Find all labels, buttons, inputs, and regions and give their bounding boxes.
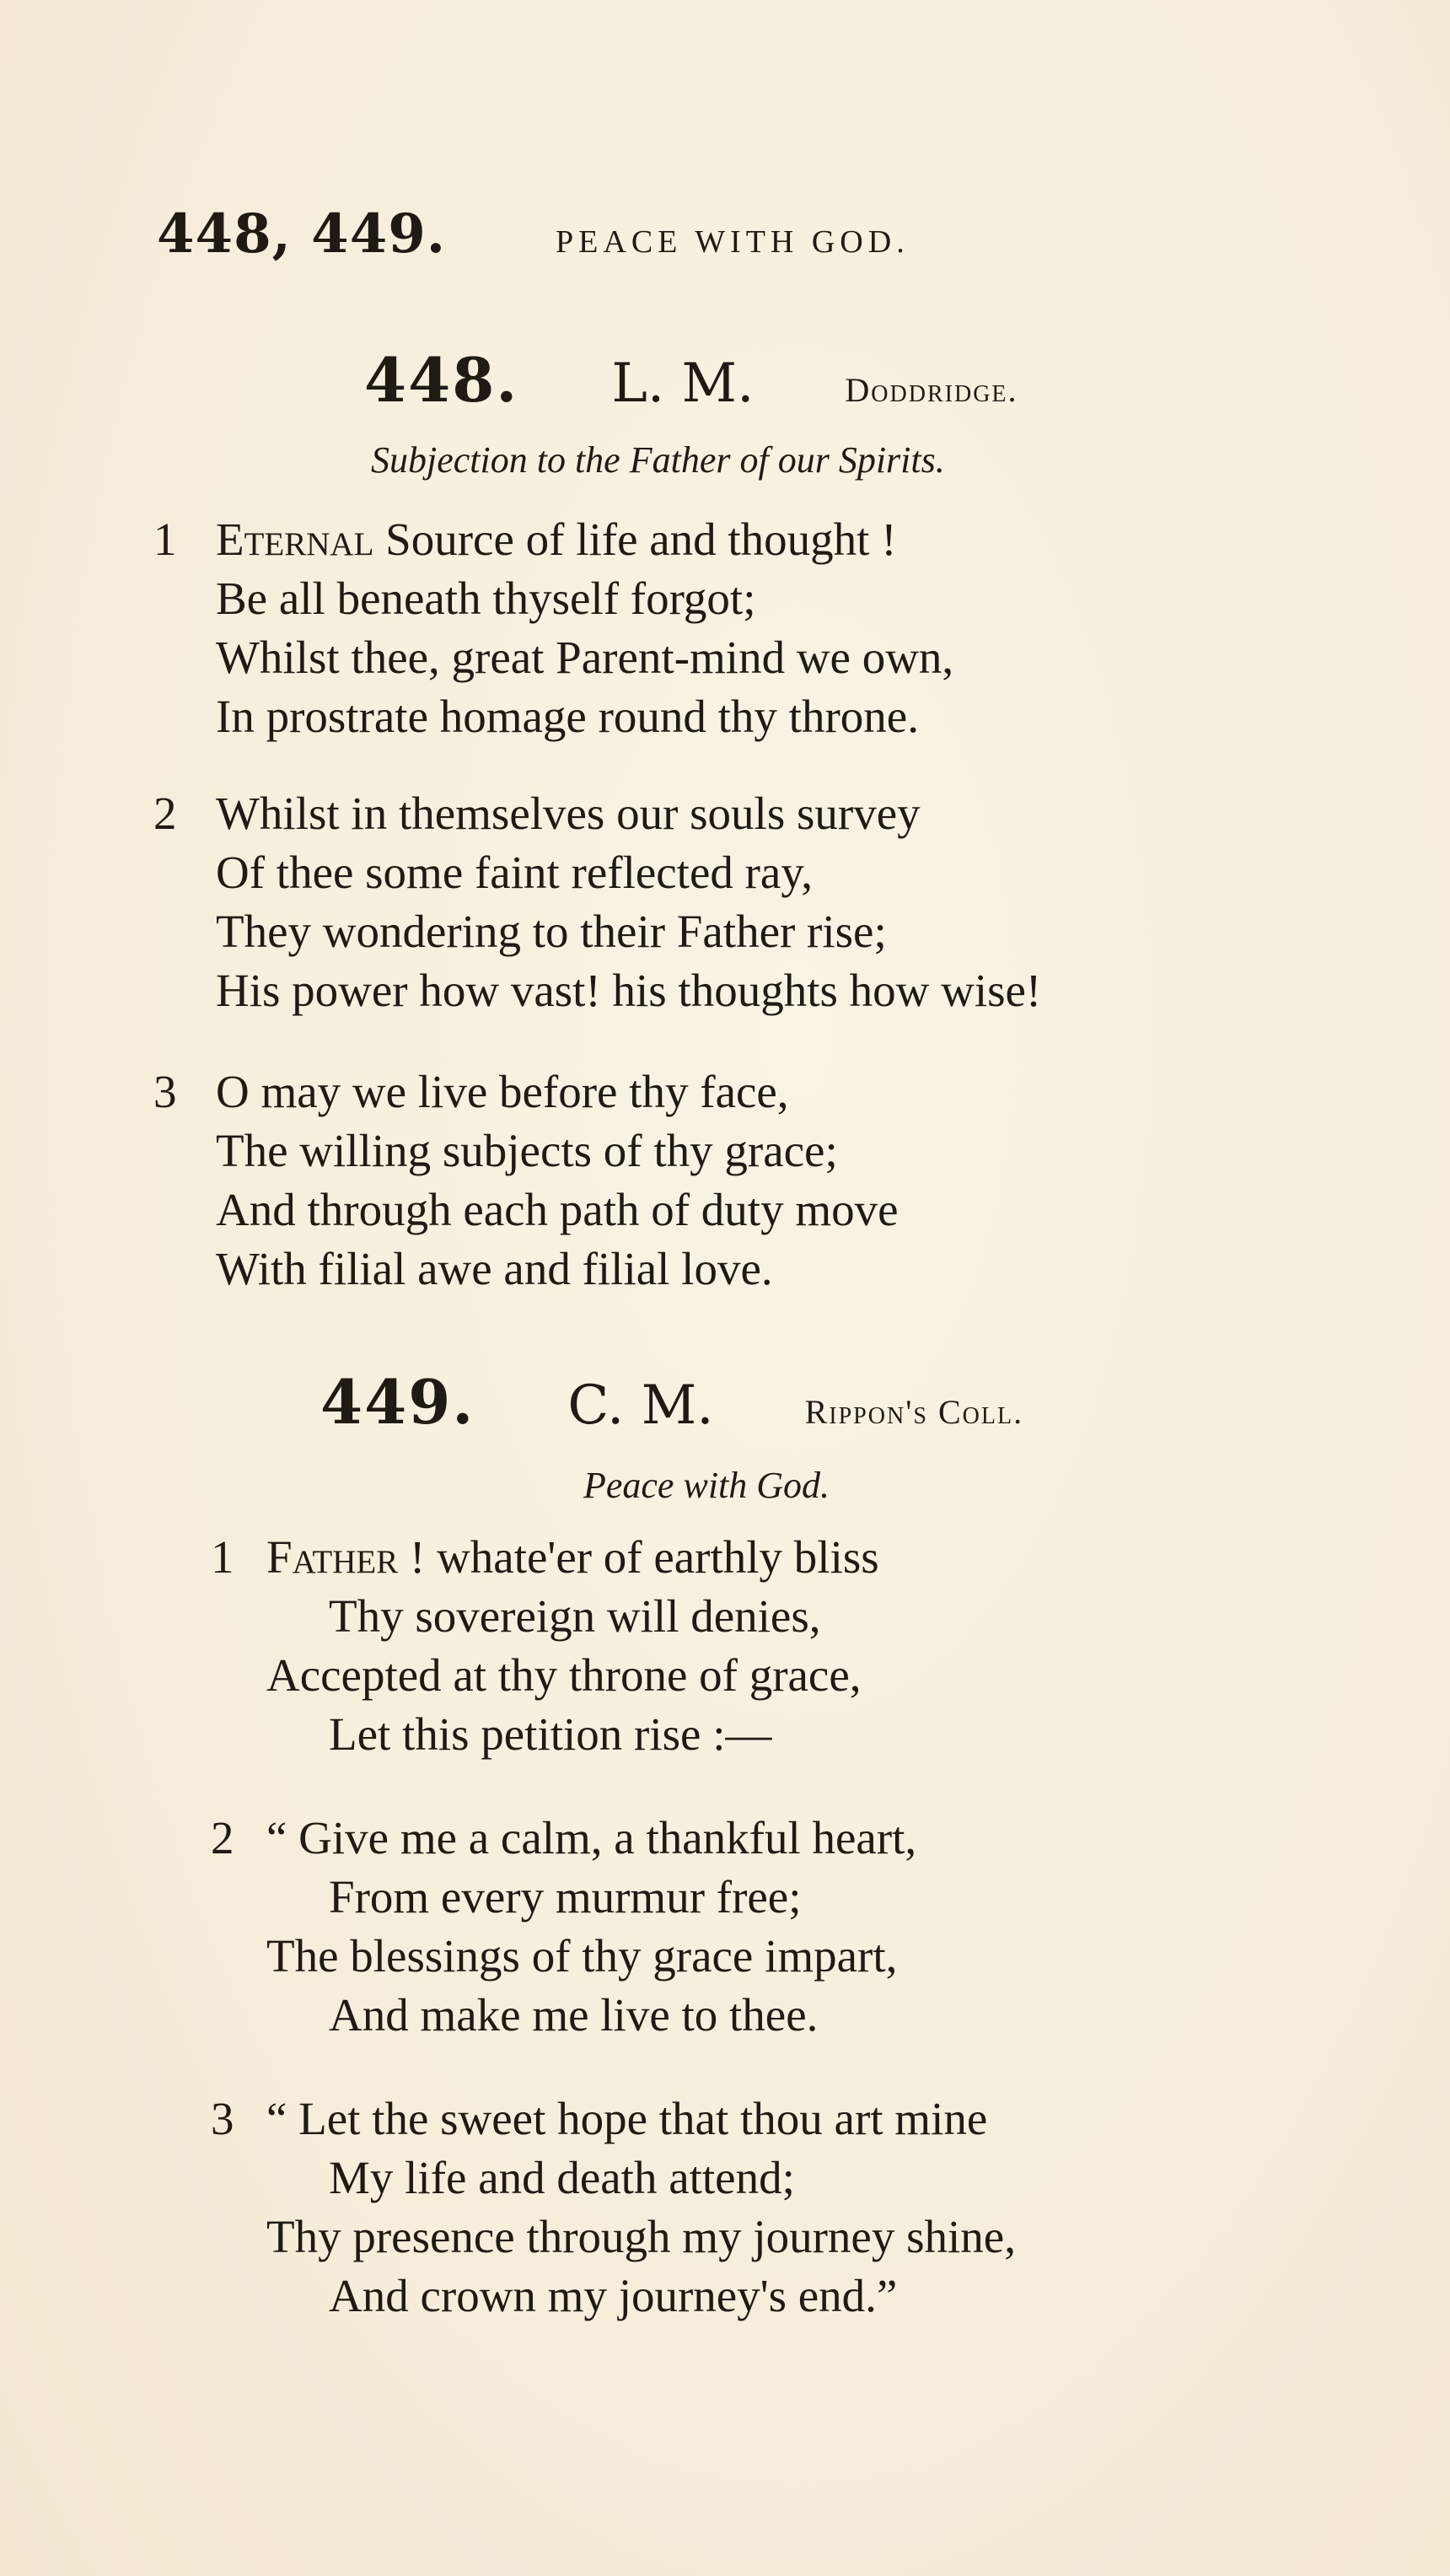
stanza-line: His power how vast! his thoughts how wise! [216, 965, 1042, 1016]
stanza-number: 3 [211, 2093, 234, 2144]
first-word: Father [266, 1531, 399, 1583]
hymn-448-stanza-2 [153, 784, 1041, 1020]
stanza-line: My life and death attend; [329, 2152, 795, 2203]
stanza-line: Of thee some faint reflected ray, [216, 847, 814, 898]
stanza-line: They wondering to their Father rise; [216, 906, 887, 957]
stanza-number: 1 [153, 514, 177, 565]
running-header [157, 202, 910, 266]
hymn-meter: C. M. [567, 1374, 714, 1437]
stanza-line: And through each path of duty move [216, 1184, 899, 1235]
hymn-449-heading [320, 1366, 1023, 1438]
stanza-line: Accepted at thy throne of grace, [266, 1649, 862, 1701]
hymn-number: 448. [364, 344, 519, 416]
stanza-first-line [211, 1809, 916, 1868]
stanza-line: Be all beneath thyself forgot; [216, 573, 756, 624]
hymn-448-stanza-1 [153, 510, 953, 746]
stanza-line: Thy sovereign will denies, [329, 1590, 821, 1642]
hymn-449-stanza-1 [211, 1528, 879, 1764]
first-word: Eternal [216, 514, 374, 565]
stanza-line: From every murmur free; [329, 1871, 802, 1923]
hymn-author: Rippon's Coll. [804, 1393, 1024, 1431]
hymn-author: Doddridge. [845, 371, 1018, 409]
stanza-number: 3 [153, 1066, 177, 1117]
first-line-text: “ Give me a calm, a thankful heart, [266, 1812, 917, 1863]
stanza-first-line [153, 784, 1041, 843]
first-line-rest: Source of life and thought ! [373, 514, 897, 565]
hymn-meter: L. M. [611, 352, 755, 415]
stanza-first-line [153, 1062, 899, 1121]
first-line-rest: ! whate'er of earthly bliss [398, 1531, 879, 1583]
hymn-449-stanza-2 [211, 1809, 916, 2045]
first-line-text: “ Let the sweet hope that thou art mine [266, 2093, 988, 2144]
stanza-first-line [211, 1528, 879, 1587]
stanza-line: Whilst thee, great Parent-mind we own, [216, 632, 954, 683]
stanza-number: 2 [211, 1812, 234, 1863]
stanza-first-line [153, 510, 953, 569]
hymn-number: 449. [320, 1366, 475, 1438]
stanza-line: And make me live to thee. [329, 1989, 819, 2041]
first-line-text: Whilst in themselves our souls survey [216, 788, 921, 839]
hymn-448-heading [364, 344, 1018, 416]
stanza-line: And crown my journey's end.” [329, 2270, 898, 2321]
hymn-449-subtitle: Peace with God. [583, 1465, 830, 1506]
hymn-448-stanza-3 [153, 1062, 899, 1299]
stanza-line: Let this petition rise :— [329, 1708, 772, 1760]
hymn-448-subtitle: Subjection to the Father of our Spirits. [371, 439, 945, 481]
page-numbers: 448, 449. [157, 202, 447, 266]
stanza-first-line [211, 2089, 1016, 2148]
stanza-number: 1 [211, 1531, 234, 1583]
stanza-number: 2 [153, 788, 177, 839]
hymn-449-stanza-3 [211, 2089, 1016, 2326]
running-title: PEACE WITH GOD. [556, 224, 910, 260]
stanza-line: With filial awe and filial love. [216, 1243, 773, 1294]
first-line-text: O may we live before thy face, [216, 1066, 789, 1117]
stanza-line: The blessings of thy grace impart, [266, 1930, 898, 1982]
stanza-line: The willing subjects of thy grace; [216, 1125, 838, 1176]
stanza-line: Thy presence through my journey shine, [266, 2211, 1016, 2262]
stanza-line: In prostrate homage round thy throne. [216, 691, 919, 742]
